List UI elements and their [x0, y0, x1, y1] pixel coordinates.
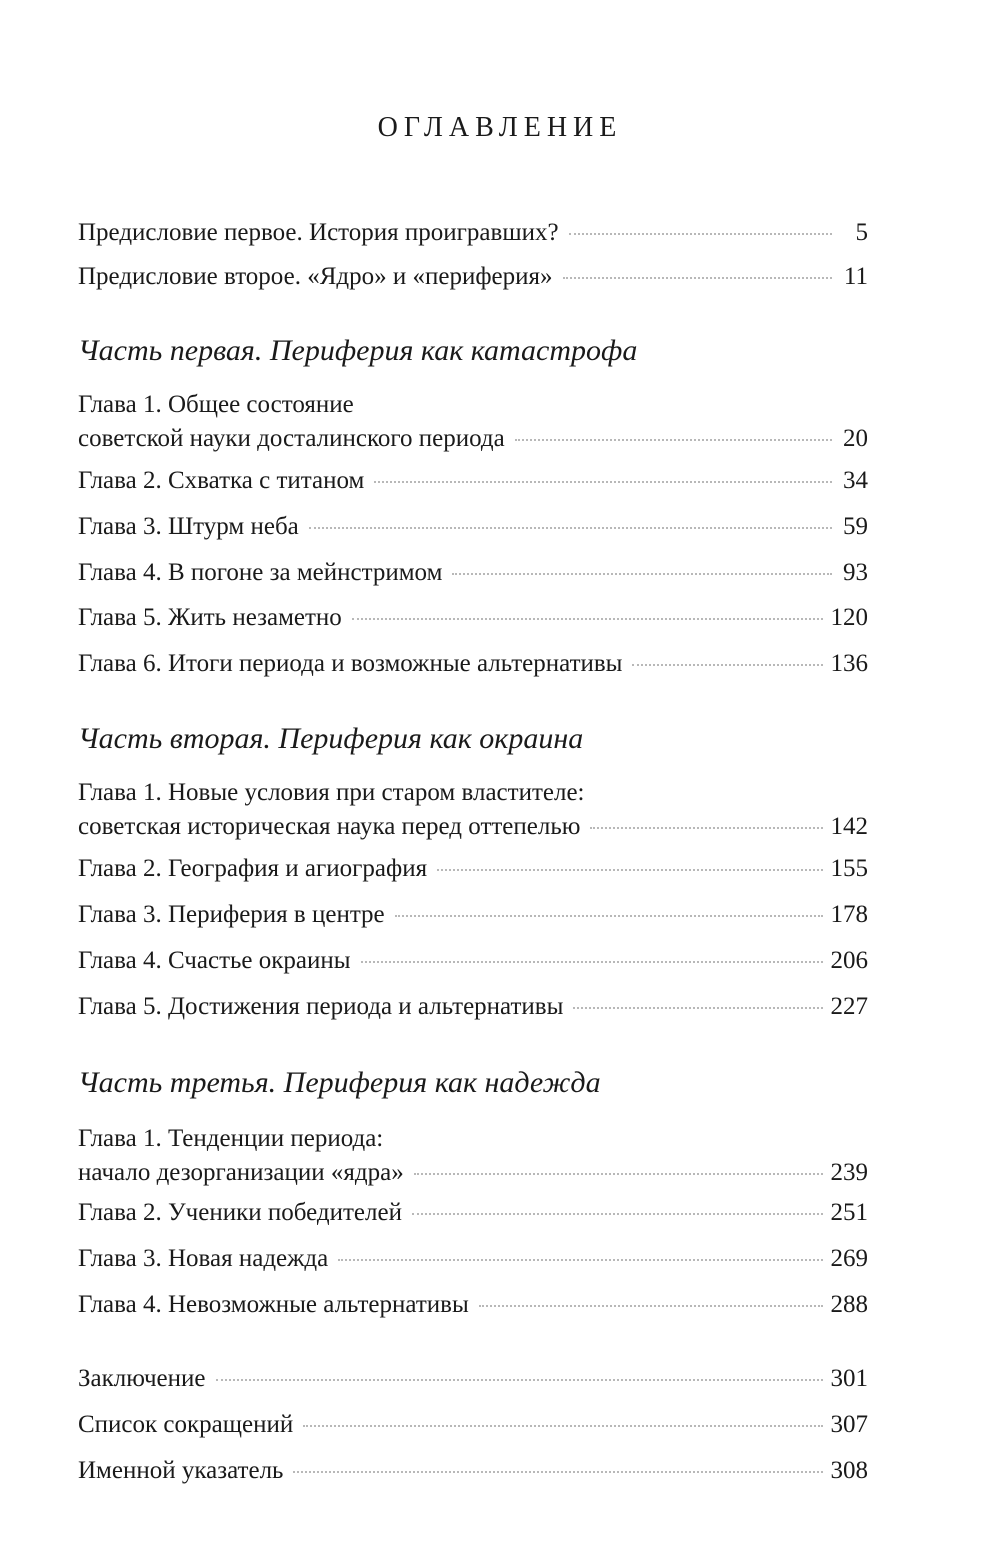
toc-entry-part1-chapter-6[interactable]: [78, 647, 868, 681]
dot-leader: [573, 1007, 822, 1009]
page-number: 120: [830, 604, 868, 631]
dot-leader: [412, 1213, 823, 1215]
page-number: 227: [830, 993, 868, 1020]
entry-title: Глава 5. Достижения периода и альтернативы: [78, 993, 564, 1020]
dot-leader: [569, 233, 832, 235]
entry-title-line-1: Глава 1. Общее состояние: [78, 391, 354, 418]
page-number: 301: [830, 1365, 868, 1392]
page-number: 142: [830, 813, 868, 840]
page-number: 269: [830, 1245, 868, 1272]
dot-leader: [361, 961, 823, 963]
entry-title: Именной указатель: [78, 1457, 284, 1484]
page-number: 239: [830, 1159, 868, 1186]
toc-entry-part3-chapter-3[interactable]: [78, 1242, 868, 1276]
page-number: 307: [830, 1411, 868, 1438]
dot-leader: [395, 915, 823, 917]
entry-title: Глава 5. Жить незаметно: [78, 604, 342, 631]
page-number: 20: [843, 425, 868, 452]
part-heading-2: Часть вторая. Периферия как окраина: [78, 722, 584, 755]
page-number: 308: [830, 1457, 868, 1484]
entry-title: Глава 2. Ученики победителей: [78, 1199, 402, 1226]
dot-leader: [563, 277, 833, 279]
dot-leader: [352, 618, 823, 620]
toc-entry-part1-chapter-4[interactable]: [78, 556, 868, 590]
page-number: 136: [830, 650, 868, 677]
part-heading-1: Часть первая. Периферия как катастрофа: [78, 334, 638, 367]
page-number: 59: [843, 513, 868, 540]
page-number: 11: [843, 263, 868, 290]
dot-leader: [590, 827, 822, 829]
toc-entry-part3-chapter-4[interactable]: [78, 1288, 868, 1322]
part-heading-3: Часть третья. Периферия как надежда: [78, 1066, 601, 1099]
toc-entry-part2-chapter-1[interactable]: [78, 776, 868, 844]
page-number: 5: [855, 219, 868, 246]
toc-entry-part1-chapter-1[interactable]: [78, 388, 868, 456]
page-number: 178: [830, 901, 868, 928]
page-number: 155: [830, 855, 868, 882]
entry-title: Глава 4. Невозможные альтернативы: [78, 1291, 469, 1318]
page-number: 93: [843, 559, 868, 586]
toc-entry-abbreviations[interactable]: [78, 1408, 868, 1442]
entry-title: Предисловие первое. История проигравших?: [78, 219, 559, 246]
page-number: 206: [830, 947, 868, 974]
entry-title-line-1: Глава 1. Новые условия при старом властителе:: [78, 779, 585, 806]
toc-entry-part2-chapter-2[interactable]: [78, 852, 868, 886]
toc-entry-part2-chapter-4[interactable]: [78, 944, 868, 978]
entry-title-line-2: начало дезорганизации «ядра»: [78, 1159, 404, 1186]
page-title: ОГЛАВЛЕНИЕ: [377, 112, 623, 143]
page-number: 34: [843, 467, 868, 494]
dot-leader: [479, 1305, 823, 1307]
dot-leader: [437, 869, 822, 871]
dot-leader: [374, 481, 832, 483]
toc-entry-part1-chapter-5[interactable]: [78, 601, 868, 635]
toc-entry-conclusion[interactable]: [78, 1362, 868, 1396]
entry-title: Глава 2. География и агиография: [78, 855, 428, 882]
entry-title: Глава 2. Схватка с титаном: [78, 467, 365, 494]
dot-leader: [632, 664, 822, 666]
dot-leader: [338, 1259, 822, 1261]
dot-leader: [309, 527, 832, 529]
entry-title: Список сокращений: [78, 1411, 294, 1438]
toc-entry-preface-2[interactable]: [78, 260, 868, 294]
page-number: 288: [830, 1291, 868, 1318]
toc-entry-name-index[interactable]: [78, 1454, 868, 1488]
entry-title: Глава 3. Новая надежда: [78, 1245, 329, 1272]
entry-title: Глава 4. Счастье окраины: [78, 947, 351, 974]
page-number: 251: [830, 1199, 868, 1226]
toc-entry-part1-chapter-3[interactable]: [78, 510, 868, 544]
toc-entry-part2-chapter-3[interactable]: [78, 898, 868, 932]
toc-entry-part2-chapter-5[interactable]: [78, 990, 868, 1024]
toc-entry-part1-chapter-2[interactable]: [78, 464, 868, 498]
entry-title: Глава 4. В погоне за мейнстримом: [78, 559, 443, 586]
entry-title: Предисловие второе. «Ядро» и «периферия»: [78, 263, 553, 290]
entry-title-line-1: Глава 1. Тенденции периода:: [78, 1125, 384, 1152]
dot-leader: [414, 1173, 823, 1175]
entry-title: Глава 3. Штурм неба: [78, 513, 299, 540]
dot-leader: [452, 573, 832, 575]
entry-title: Глава 3. Периферия в центре: [78, 901, 385, 928]
dot-leader: [293, 1471, 822, 1473]
entry-title-line-2: советской науки досталинского периода: [78, 425, 505, 452]
dot-leader: [216, 1379, 823, 1381]
entry-title: Глава 6. Итоги периода и возможные альтернативы: [78, 650, 623, 677]
dot-leader: [515, 439, 832, 441]
toc-entry-part3-chapter-2[interactable]: [78, 1196, 868, 1230]
toc-entry-part3-chapter-1[interactable]: [78, 1122, 868, 1190]
dot-leader: [303, 1425, 822, 1427]
entry-title-line-2: советская историческая наука перед оттепелью: [78, 813, 581, 840]
toc-entry-preface-1[interactable]: [78, 216, 868, 250]
entry-title: Заключение: [78, 1365, 206, 1392]
